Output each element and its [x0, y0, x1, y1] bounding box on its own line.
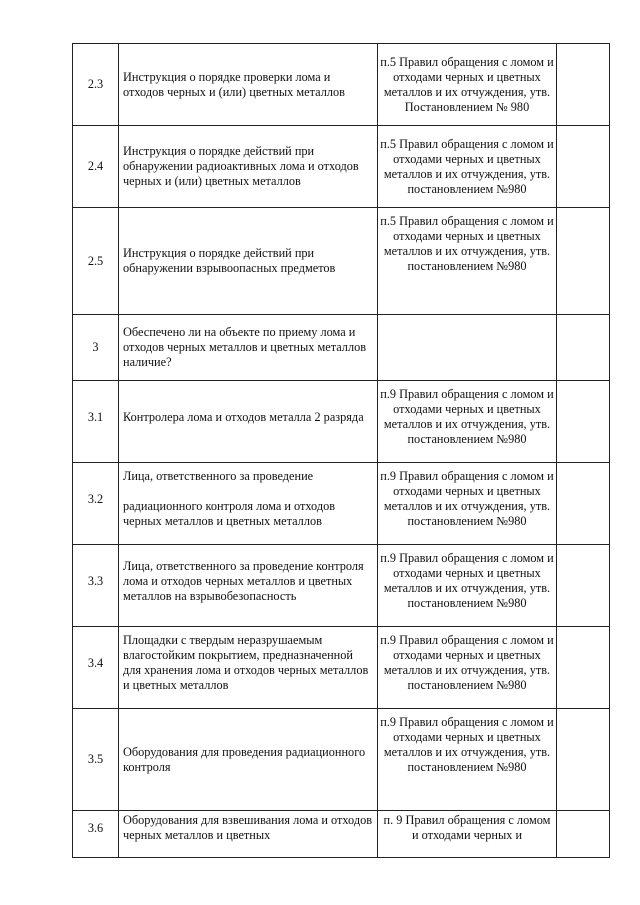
- table-row-reference: п. 9 Правил обращения с ломом и отходами черных и: [383, 813, 551, 842]
- table-row-number: 3.4: [87, 655, 104, 670]
- table-row-reference: п.9 Правил обращения с ломом и отходами черных и цветных металлов и их отчуждения, утв. постановлением №980: [380, 633, 554, 692]
- table-row-number: 3.3: [87, 573, 104, 588]
- table-row-number: 3: [92, 340, 99, 354]
- table-row-text: Площадки с твердым неразрушаемым влагостойким покрытием, предназначенной для хранения лома и отходов черных металлов и цветных металлов: [123, 633, 369, 692]
- table-row-text: Оборудования для взвешивания лома и отходов черных металлов и цветных: [123, 813, 373, 842]
- table-border-right: [609, 43, 610, 858]
- table-row-text: Лица, ответственного за проведение радиационного контроля лома и отходов черных металлов и цветных металлов: [123, 469, 336, 528]
- table-row-number: 3.2: [87, 491, 104, 506]
- row-border: [72, 857, 610, 858]
- table-row-number: 2.5: [87, 253, 104, 268]
- table-row-reference: п.5 Правил обращения с ломом и отходами черных и цветных металлов и их отчуждения, утв. постановлением №980: [380, 136, 554, 196]
- table-row-number: 3.1: [87, 409, 104, 424]
- table-row-reference: п.5 Правил обращения с ломом и отходами черных и цветных металлов и их отчуждения, утв. постановлением №980: [380, 214, 554, 273]
- table-row-number: 3.6: [87, 820, 104, 835]
- table-row-reference: п.9 Правил обращения с ломом и отходами черных и цветных металлов и их отчуждения, утв. постановлением №980: [380, 551, 554, 610]
- table-row-text: Инструкция о порядке действий при обнаружении взрывоопасных предметов: [123, 246, 336, 275]
- table-row-text: Инструкция о порядке действий при обнаружении радиоактивных лома и отходов черных и (или) цветных металлов: [123, 144, 359, 188]
- table-row-reference: [378, 315, 556, 380]
- table-row-number: 2.3: [87, 77, 104, 91]
- column-divider-3: [556, 43, 557, 858]
- table-row-number: 3.5: [87, 752, 104, 766]
- table-row-text: Оборудования для проведения радиационного контроля: [123, 744, 366, 774]
- table-row-text: Обеспечено ли на объекте по приему лома и отходов черных металлов и цветных металлов наличие?: [123, 325, 367, 369]
- table-row-reference: п.5 Правил обращения с ломом и отходами черных и цветных металлов и их отчуждения, утв. Постановлением № 980: [380, 54, 554, 114]
- table-row-reference: п.9 Правил обращения с ломом и отходами черных и цветных металлов и их отчуждения, утв. постановлением №980: [380, 715, 554, 774]
- table-row-number: 2.4: [87, 159, 104, 173]
- table-row-reference: п.9 Правил обращения с ломом и отходами черных и цветных металлов и их отчуждения, утв. постановлением №980: [380, 469, 554, 528]
- table-row-reference: п.9 Правил обращения с ломом и отходами черных и цветных металлов и их отчуждения, утв. постановлением №980: [380, 387, 554, 446]
- table-row-text: Контролера лома и отходов металла 2 разряда: [123, 409, 364, 424]
- table-row-text: Лица, ответственного за проведение контроля лома и отходов черных металлов и цветных металлов на взрывобезопасность: [123, 558, 364, 603]
- table-row-text: Инструкция о порядке проверки лома и отходов черных и (или) цветных металлов: [123, 69, 345, 99]
